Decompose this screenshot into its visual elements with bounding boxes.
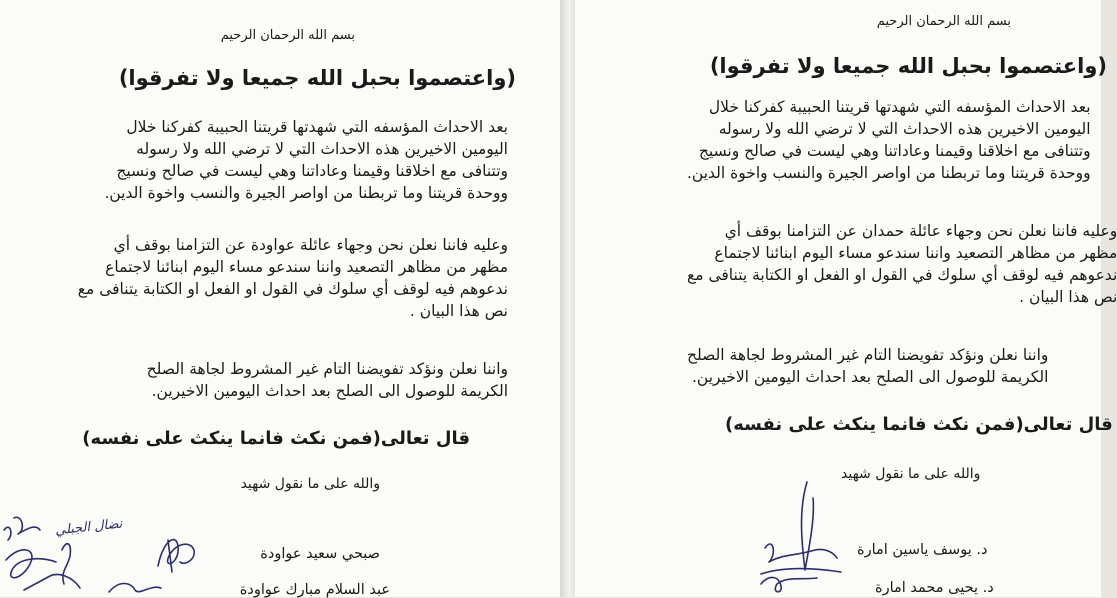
text-line: وتتنافى مع اخلاقنا وقيمنا وعاداتنا وهي ليست في صالح ونسيج	[698, 142, 1091, 160]
text-line: ووحدة قريتنا وما تربطنا من اواصر الجيرة والنسب واخوة الدين.	[687, 164, 1091, 182]
text-line: ندعوهم فيه لوقف أي سلوك في القول او الفعل او الكتابة يتنافى مع	[687, 266, 1117, 284]
witness-line: والله على ما نقول شهيد	[240, 476, 380, 492]
paragraph-3	[687, 344, 1048, 388]
handwritten-signature	[0, 500, 130, 597]
text-line: اليومين الاخيرين هذه الاحداث التي لا ترضي الله ولا رسوله	[718, 120, 1091, 138]
text-line: نص هذا البيان .	[409, 302, 508, 320]
text-line: الكريمة للوصول الى الصلح بعد احداث اليومين الاخيرين.	[151, 382, 508, 400]
text-line: مظهر من مظاهر التصعيد واننا سندعو مساء اليوم ابنائنا لاجتماع	[714, 244, 1117, 262]
text-line: وتتنافى مع اخلاقنا وقيمنا وعاداتنا وهي ليست في صالح ونسيج	[116, 162, 508, 180]
paragraph-1	[104, 116, 508, 204]
signatory-name-1: د. يوسف ياسين امارة	[857, 542, 988, 558]
quran-quote: قال تعالى(فمن نكث فانما ينكث على نفسه)	[725, 414, 1113, 435]
text-line: مظهر من مظاهر التصعيد واننا سندعو مساء اليوم ابنائنا لاجتماع	[105, 258, 508, 276]
basmala: بسم الله الرحمان الرحيم	[220, 28, 355, 43]
paragraph-2	[78, 234, 508, 322]
verse-heading: (واعتصموا بحبل الله جميعا ولا تفرقوا)	[118, 66, 516, 90]
handwritten-name: نضال الجبلي	[54, 516, 124, 539]
text-line: اليومين الاخيرين هذه الاحداث التي لا ترضي الله ولا رسوله	[136, 140, 508, 158]
signatory-name-2: د. يحيى محمد امارة	[875, 580, 994, 596]
quran-quote: قال تعالى(فمن نكث فانما ينكث على نفسه)	[82, 428, 470, 449]
text-line: واننا نعلن ونؤكد تفويضنا التام غير المشروط لجاهة الصلح	[146, 360, 508, 378]
text-line: ووحدة قريتنا وما تربطنا من اواصر الجيرة والنسب واخوة الدين.	[104, 184, 508, 202]
signatory-name-1: صبحي سعيد عواودة	[260, 546, 380, 562]
paragraph-3	[147, 358, 508, 402]
witness-line: والله على ما نقول شهيد	[841, 466, 981, 482]
text-line: بعد الاحداث المؤسفه التي شهدتها قريتنا الحبيبة كفركنا خلال	[126, 118, 508, 136]
text-line: ندعوهم فيه لوقف أي سلوك في القول او الفعل او الكتابة يتنافى مع	[77, 280, 508, 298]
text-line: الكريمة للوصول الى الصلح بعد احداث اليومين الاخيرين.	[691, 368, 1049, 386]
signatory-name-2: عبد السلام مبارك عواودة	[239, 582, 390, 598]
statement-document-right	[575, 0, 1117, 597]
text-line: واننا نعلن ونؤكد تفويضنا التام غير المشروط لجاهة الصلح	[687, 346, 1049, 364]
text-line: نص هذا البيان .	[1019, 288, 1117, 306]
paragraph-2	[687, 220, 1117, 308]
signature-1	[150, 526, 210, 586]
basmala: بسم الله الرحمان الرحيم	[876, 14, 1011, 29]
text-line: وعليه فاننا نعلن نحن وجهاء عائلة عواودة عن التزامنا بوقف أي	[113, 236, 508, 254]
text-line: بعد الاحداث المؤسفه التي شهدتها قريتنا الحبيبة كفركنا خلال	[708, 98, 1091, 116]
paragraph-1	[687, 96, 1091, 184]
page-gap	[560, 0, 575, 597]
verse-heading: (واعتصموا بحبل الله جميعا ولا تفرقوا)	[709, 54, 1107, 78]
text-line: وعليه فاننا نعلن نحن وجهاء عائلة حمدان عن التزامنا بوقف أي	[724, 222, 1117, 240]
signature-2	[757, 572, 827, 597]
